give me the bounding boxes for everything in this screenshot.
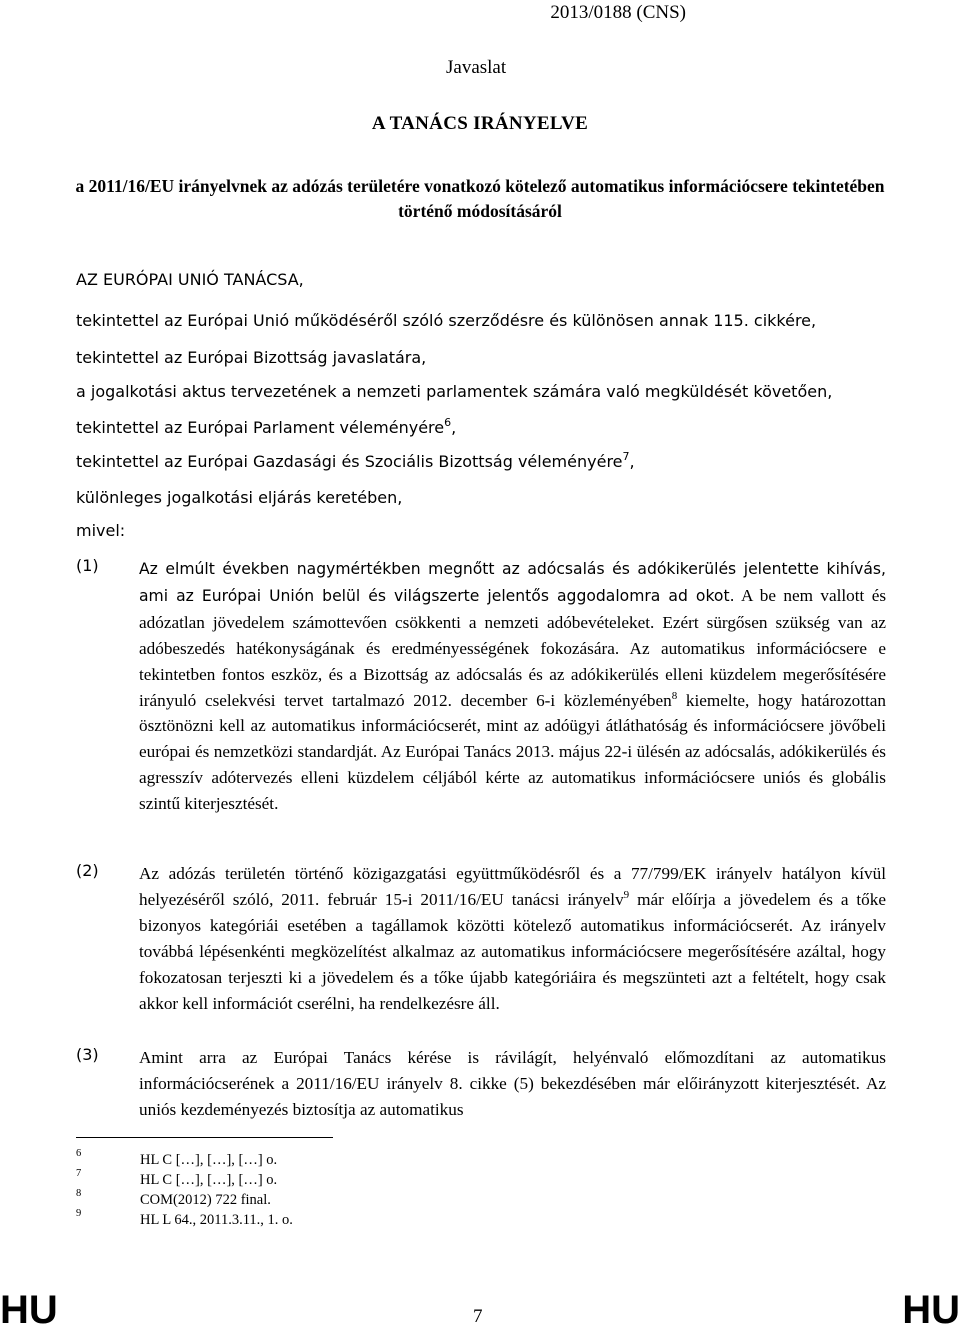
preamble-esc [76,452,896,471]
recital-text [139,861,886,1016]
preamble-parliament [76,418,896,437]
recital-number: (3) [76,1045,99,1064]
preamble-treaty: tekintettel az Európai Unió működéséről szóló szerződésre és különösen annak 115. cikkére, [76,311,817,330]
language-code-left: HU [0,1288,58,1332]
recital-1-part-b: A be nem vallott és adózatlan jövedelem számottevően csökkenti a nemzeti adóbevételeket. Ezért sürgősen szükség van az adóbeszedés hatékonyságának és eredményességének fokozására. Az automatikus információcsere e tekintetben fontos eszköz, és a Bizottság az adócsalás és az adókikerülés elleni küzdelem megerősítésére irányuló cselekvési tervet tartalmazó 2012. december 6-i közleményében [139,585,887,710]
recital-1-part-c: kiemelte, hogy határozottan ösztönözni kell az automatikus információcserét, mint az adóügyi átláthatóság és információcsere jövőbeli európai és nemzetközi standardját. Az Európai Tanács 2013. május 22-i ülésén az adócsalás, adókikerülés és agresszív adótervezés elleni küzdelem céljából kérte az automatikus információcsere uniós és globális szintű kiterjesztését. [139,690,886,814]
preamble-esc-end: , [629,452,635,471]
footnote-number: 7 [76,1168,82,1179]
preamble-council: AZ EURÓPAI UNIÓ TANÁCSA, [76,270,304,289]
footnote-text: HL C […], […], […] o. [140,1172,278,1188]
preamble-parliament-text: tekintettel az Európai Parlament véleményére [76,418,445,437]
footnote-ref-8[interactable]: 8 [671,689,678,702]
footnote-text: HL L 64., 2011.3.11., 1. o. [140,1212,293,1228]
council-title: A TANÁCS IRÁNYELVE [371,113,589,134]
footnote-ref-6[interactable]: 6 [444,416,452,429]
recital-number: (2) [76,861,99,880]
recital-number: (1) [76,556,99,575]
preamble-esc-text: tekintettel az Európai Gazdasági és Szociális Bizottság véleményére [76,452,623,471]
document-title: a 2011/16/EU irányelvnek az adózás területére vonatkozó kötelező automatikus információcsere tekintetében történő módosításáról [75,176,885,221]
recital-text: Amint arra az Európai Tanács kérése is rávilágít, helyénvaló előmozdítani az automatikus információcserének a 2011/16/EU irányelv 8. cikke (5) bekezdésében már előirányzott kiterjesztését. Az uniós kezdeményezés biztosítja az automatikus [139,1048,886,1119]
footnote-number: 9 [76,1208,82,1219]
footnote-ref-7[interactable]: 7 [622,450,630,463]
preamble-whereas: mivel: [76,521,126,540]
recital-text [139,556,886,817]
preamble-commission: tekintettel az Európai Bizottság javaslatára, [76,348,427,367]
footnote-number: 6 [76,1148,82,1159]
preamble-national-parliaments: a jogalkotási aktus tervezetének a nemzeti parlamentek számára való megküldését követően, [76,382,833,401]
recital-2-part-a: Az adózás területén történő közigazgatási együttműködésről és a 77/799/EK irányelv hatályon kívül helyezéséről szóló, 2011. február 15-i 2011/16/EU tanácsi irányelv [139,864,886,909]
footnote-text: HL C […], […], […] o. [140,1152,278,1168]
footnote-ref-9[interactable]: 9 [623,888,630,901]
footnote-text: COM(2012) 722 final. [140,1192,271,1208]
preamble-procedure: különleges jogalkotási eljárás keretében, [76,488,403,507]
footnote-separator [76,1137,333,1138]
recital-1-part-a: Az elmúlt években nagymértékben megnőtt az adócsalás és adókikerülés jelentette kihívás, ami az Európai Unión belül és világszerte jelentős aggodalomra ad okot. [139,560,886,605]
language-code-right: HU [902,1288,960,1332]
proposal-label: Javaslat [446,57,507,78]
preamble-parliament-end: , [451,418,457,437]
footnote-number: 8 [76,1188,82,1199]
recital-2-part-b: már előírja a jövedelem és a tőke bizonyos kategóriái esetében a tagállamok közötti kötelező automatikus információcserét. Az irányelv továbbá lépésenkénti megközelítést alkalmaz az automatikus információcsere megerősítésére azáltal, hogy fokozatosan terjeszti ki a jövedelem és a tőke újabb kategóriáira és megszünteti azt a feltételt, hogy csak akkor kell információt cserélni, ha rendelkezésre áll. [139,889,886,1013]
page-number: 7 [473,1306,483,1327]
document-reference: 2013/0188 (CNS) [550,2,686,23]
